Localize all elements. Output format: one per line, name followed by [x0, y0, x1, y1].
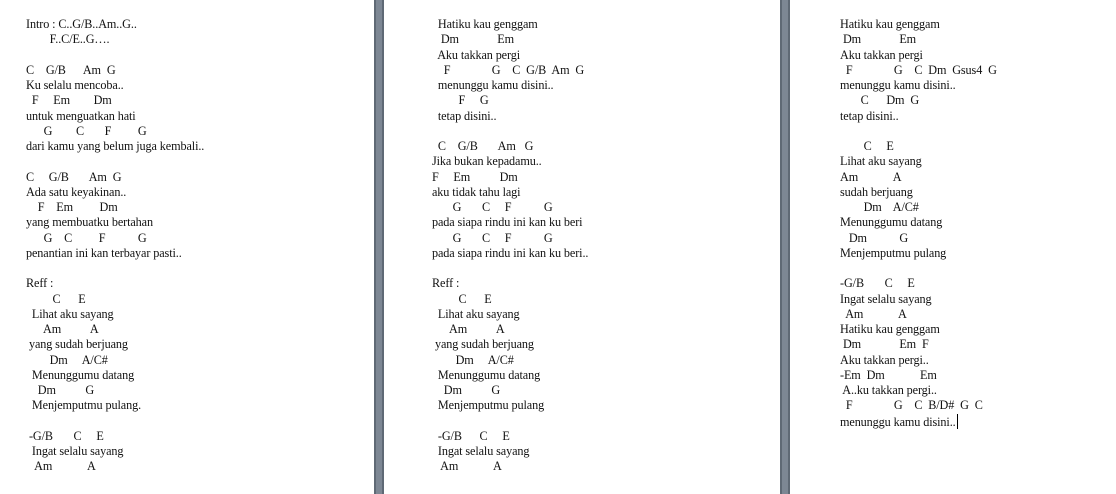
lyric-line: Am A [840, 306, 907, 321]
lyric-line: Reff : [26, 276, 54, 291]
lyric-line: Lihat aku sayang [432, 306, 520, 321]
lyric-line: Jika bukan kepadamu.. [432, 154, 542, 169]
lyric-line: F Em Dm [26, 93, 112, 108]
lyric-line: Hatiku kau genggam [840, 322, 940, 336]
lyric-line: C G/B Am G [26, 62, 116, 77]
document-page-3[interactable] [790, 0, 1116, 494]
lyric-line: Menunggumu datang [432, 367, 541, 382]
lyric-line: Aku takkan pergi.. [840, 352, 929, 367]
lyric-line: Dm Em [432, 32, 514, 47]
lyric-line: Menunggumu datang [26, 367, 135, 382]
lyric-line: yang membuatku bertahan [26, 215, 153, 230]
lyric-line: aku tidak tahu lagi [432, 184, 521, 199]
lyric-line: tetap disini.. [432, 108, 497, 123]
lyric-line: menunggu kamu disini.. [840, 78, 956, 92]
lyric-line: Ingat selalu sayang [26, 444, 124, 458]
lyric-line: menunggu kamu disini.. [432, 78, 554, 92]
lyric-line: Dm Em F [840, 337, 929, 352]
lyric-line: Dm Em [840, 32, 917, 47]
lyric-line: F G C Dm Gsus4 G [840, 62, 997, 77]
lyric-line: C E [432, 291, 492, 306]
lyric-line: Aku takkan pergi [432, 47, 521, 62]
lyric-line: Reff : [432, 276, 460, 291]
lyric-line: Am A [432, 459, 502, 474]
document-page-1[interactable] [0, 0, 374, 494]
page-separator [374, 0, 384, 494]
lyric-line: -G/B C E [26, 428, 104, 443]
lyric-line: -G/B C E [432, 428, 510, 443]
lyric-line: Ada satu keyakinan.. [26, 184, 127, 199]
lyric-line: Intro : C..G/B..Am..G.. [26, 17, 137, 31]
lyric-line: penantian ini kan terbayar pasti.. [26, 245, 182, 260]
lyric-line: Dm G [840, 230, 909, 245]
lyric-line: G C F G [26, 230, 147, 245]
page-separator [780, 0, 790, 494]
lyric-line: untuk menguatkan hati [26, 108, 136, 123]
lyric-line: pada siapa rindu ini kan ku beri.. [432, 245, 589, 260]
lyric-line: yang sudah berjuang [432, 337, 534, 352]
lyric-line: menunggu kamu disini.. [840, 414, 958, 430]
lyric-line: Hatiku kau genggam [432, 17, 538, 31]
lyric-line: -Em Dm Em [840, 367, 937, 382]
lyric-line: Ingat selalu sayang [432, 444, 530, 458]
text-cursor [957, 414, 959, 429]
lyric-line: Dm A/C# [26, 352, 108, 367]
lyric-line: Aku takkan pergi [840, 47, 923, 62]
lyric-line: C Dm G [840, 93, 920, 108]
lyric-line: F..C/E..G…. [26, 32, 110, 47]
lyric-line: Lihat aku sayang [840, 154, 922, 169]
lyric-line: Ingat selalu sayang [840, 291, 932, 306]
lyric-line: Dm A/C# [840, 200, 919, 214]
lyric-line: Menunggumu datang [840, 215, 943, 230]
lyric-line: G C F G [432, 230, 553, 245]
lyric-line: Lihat aku sayang [26, 306, 114, 321]
lyric-line: tetap disini.. [840, 108, 899, 123]
lyric-line: F G C G/B Am G [432, 62, 585, 77]
lyric-line: Menjemputmu pulang [432, 398, 545, 413]
lyric-line: yang sudah berjuang [26, 337, 128, 352]
lyric-line: F G [432, 93, 489, 108]
lyric-line: C G/B Am G [26, 169, 122, 184]
lyric-line: G C F G [432, 200, 553, 214]
lyric-line: F G C B/D# G C [840, 398, 983, 413]
lyric-line: F Em Dm [26, 200, 118, 214]
lyric-line: Dm G [432, 383, 501, 397]
lyric-line: -G/B C E [840, 276, 915, 291]
lyric-line: Am A [432, 322, 505, 336]
lyric-line: Menjemputmu pulang [840, 245, 947, 260]
lyric-line: Am A [26, 459, 96, 474]
lyric-line: G C F G [26, 123, 147, 138]
lyric-line: C E [840, 139, 894, 153]
lyric-line: Dm A/C# [432, 352, 514, 367]
lyric-line: C E [26, 291, 86, 306]
lyric-line: Am A [26, 322, 99, 336]
lyric-line: C G/B Am G [432, 139, 534, 153]
lyric-line: F Em Dm [432, 169, 518, 184]
lyric-line: Menjemputmu pulang. [26, 398, 142, 413]
lyric-line: Dm G [26, 383, 95, 397]
lyric-line: A..ku takkan pergi.. [840, 383, 937, 397]
lyric-line: sudah berjuang [840, 184, 913, 199]
lyric-line: Hatiku kau genggam [840, 17, 940, 31]
lyric-line: dari kamu yang belum juga kembali.. [26, 139, 205, 153]
document-page-2[interactable] [384, 0, 780, 494]
lyric-line: Am A [840, 169, 902, 184]
lyric-line: Ku selalu mencoba.. [26, 78, 124, 92]
lyric-line: pada siapa rindu ini kan ku beri [432, 215, 583, 230]
